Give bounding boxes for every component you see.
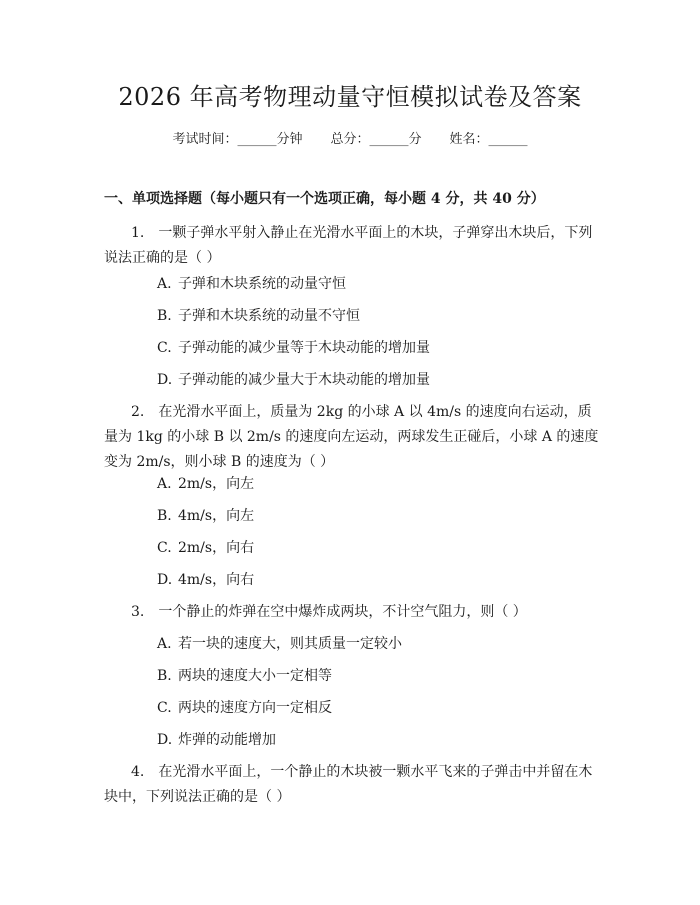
student-name-blank: ______: [488, 132, 528, 147]
option-letter: C.: [157, 540, 172, 556]
option-text: 子弹动能的减少量等于木块动能的增加量: [178, 340, 430, 356]
option-text: 2m/s，向左: [178, 476, 255, 492]
option-letter: D.: [157, 372, 173, 388]
option-letter: A.: [157, 636, 172, 652]
option-text: 2m/s，向右: [178, 540, 255, 556]
question-1: [104, 221, 604, 271]
q3-option-a: [157, 634, 402, 654]
q3-option-b: [157, 666, 332, 686]
option-letter: B.: [157, 508, 172, 524]
option-text: 子弹动能的减少量大于木块动能的增加量: [178, 372, 430, 388]
question-2: [104, 400, 604, 475]
option-letter: B.: [157, 308, 172, 324]
total-score-field: [330, 130, 421, 150]
exam-time-unit: 分钟: [276, 132, 303, 147]
question-4: [104, 760, 604, 810]
question-text: 在光滑水平面上，质量为 2kg 的小球 A 以 4m/s 的速度向右运动，质量为 1kg 的小球 B 以 2m/s 的速度向左运动，两球发生正碰后，小球 A 的速度变为 2m/s，则小球 B 的速度为（ ）: [104, 404, 599, 470]
exam-time-blank: ______: [237, 132, 277, 147]
question-text: 在光滑水平面上，一个静止的木块被一颗水平飞来的子弹击中并留在木块中，下列说法正确的是（ ）: [104, 764, 593, 805]
option-letter: A.: [157, 476, 172, 492]
exam-time-label: 考试时间：: [172, 132, 238, 147]
question-text: 一颗子弹水平射入静止在光滑水平面上的木块，子弹穿出木块后，下列说法正确的是（ ）: [104, 225, 593, 266]
option-letter: A.: [157, 276, 172, 292]
option-text: 若一块的速度大，则其质量一定较小: [178, 636, 402, 652]
question-text: 一个静止的炸弹在空中爆炸成两块，不计空气阻力，则（ ）: [158, 604, 527, 620]
q3-option-c: [157, 698, 332, 718]
total-score-label: 总分：: [330, 132, 370, 147]
q3-option-d: [157, 730, 276, 750]
q1-option-c: [157, 338, 430, 358]
student-name-label: 姓名：: [449, 132, 489, 147]
option-text: 4m/s，向右: [178, 572, 255, 588]
q2-option-c: [157, 538, 254, 558]
q1-option-a: [157, 274, 346, 294]
question-number: 2.: [131, 404, 145, 420]
exam-info-row: [0, 130, 700, 150]
total-score-blank: ______: [369, 132, 409, 147]
question-number: 1.: [131, 225, 145, 241]
option-letter: C.: [157, 700, 172, 716]
option-letter: C.: [157, 340, 172, 356]
total-score-unit: 分: [408, 132, 422, 147]
option-text: 子弹和木块系统的动量不守恒: [178, 308, 360, 324]
q2-option-d: [157, 570, 254, 590]
option-letter: B.: [157, 668, 172, 684]
option-text: 炸弹的动能增加: [178, 732, 276, 748]
q2-option-a: [157, 474, 254, 494]
student-name-field: [450, 130, 528, 150]
question-3: [104, 600, 604, 625]
question-number: 3.: [131, 604, 145, 620]
option-letter: D.: [157, 732, 173, 748]
page-title: 2026 年高考物理动量守恒模拟试卷及答案: [118, 83, 582, 111]
q1-option-d: [157, 370, 430, 390]
option-text: 4m/s，向左: [178, 508, 255, 524]
option-letter: D.: [157, 572, 173, 588]
q2-option-b: [157, 506, 254, 526]
section-heading: 一、单项选择题（每小题只有一个选项正确，每小题 4 分，共 40 分）: [104, 191, 545, 207]
option-text: 两块的速度方向一定相反: [178, 700, 332, 716]
exam-time-field: [172, 130, 302, 150]
q1-option-b: [157, 306, 360, 326]
question-number: 4.: [131, 764, 145, 780]
option-text: 两块的速度大小一定相等: [178, 668, 332, 684]
option-text: 子弹和木块系统的动量守恒: [178, 276, 346, 292]
